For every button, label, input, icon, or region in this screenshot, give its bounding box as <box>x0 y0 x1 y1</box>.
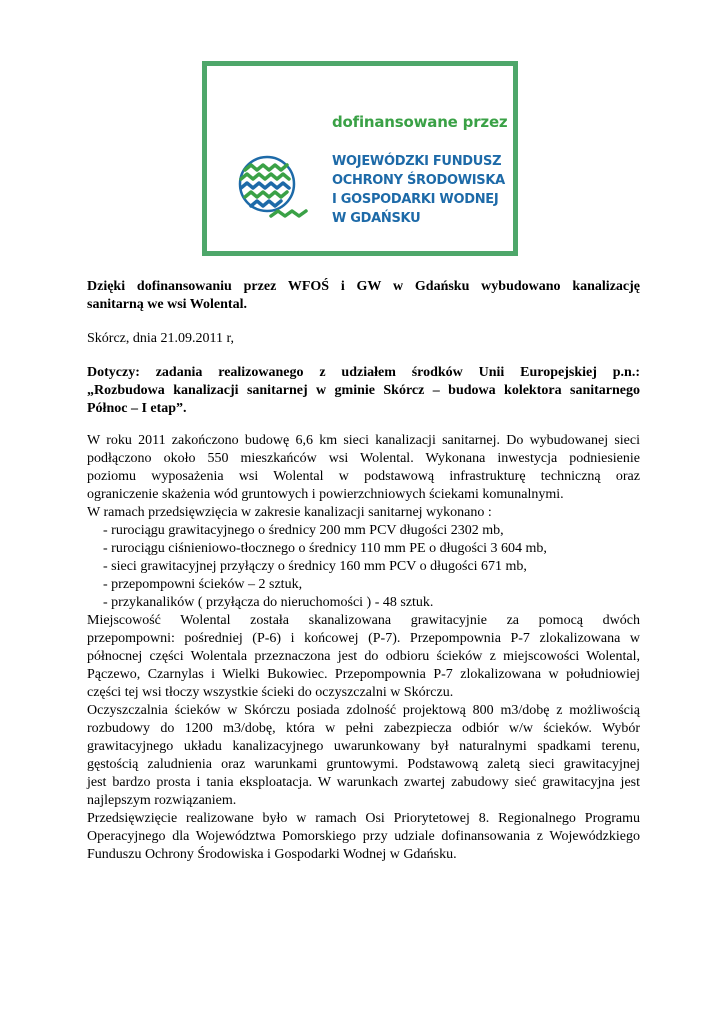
paragraph-line: jest bardzo prosta i tania eksploatacja. W warunkach zwartej zabudowy sieć grawitacyjna jest <box>87 775 640 790</box>
logo-name-line: WOJEWÓDZKI FUNDUSZ <box>332 154 502 169</box>
paragraph-line: grawitacyjnego układu kanalizacyjnego uwarunkowany był naturalnymi spadkami terenu, <box>87 739 640 754</box>
logo-name-line: W GDAŃSKU <box>332 211 421 226</box>
subject-line: Północ – I etap”. <box>87 401 187 416</box>
paragraph-line: poziomu wyposażenia wsi Wolental w podstawową infrastrukturę techniczną oraz <box>87 469 640 484</box>
paragraph-line: Operacyjnego dla Województwa Pomorskiego przy udziale dofinansowania z Wojewódzkiego <box>87 829 640 844</box>
paragraph-line: Miejscowość Wolental została skanalizowana grawitacyjnie za pomocą dwóch <box>87 613 640 628</box>
paragraph-construction <box>87 432 640 864</box>
date-line: Skórcz, dnia 21.09.2011 r, <box>87 331 235 346</box>
paragraph-line: Przedsięwzięcie realizowane było w ramach Osi Priorytetowej 8. Regionalnego Programu <box>87 811 640 826</box>
paragraph-line: Pączewo, Czarnylas i Wielki Bukowiec. Przepompownia P-7 zlokalizowana w południowiej <box>87 667 640 682</box>
paragraph-line: przepompowni: pośredniej (P-6) i końcowej (P-7). Przepompownia P-7 zlokalizowana w <box>87 631 640 646</box>
paragraph-line: W roku 2011 zakończono budowę 6,6 km sieci kanalizacji sanitarnej. Do wybudowanej sieci <box>87 433 640 448</box>
paragraph-line: ograniczenie skażenia wód gruntowych i powierzchniowych ściekami komunalnymi. <box>87 487 564 502</box>
scope-item: - rurociągu grawitacyjnego o średnicy 200 mm PCV długości 2302 mb, <box>103 523 504 538</box>
paragraph-line: Funduszu Ochrony Środowiska i Gospodarki Wodnej w Gdańsku. <box>87 847 457 862</box>
scope-item: - rurociągu ciśnieniowo-tłocznego o średnicy 110 mm PE o długości 3 604 mb, <box>103 541 547 556</box>
paragraph-line: Oczyszczalnia ścieków w Skórczu posiada zdolność projektową 800 m3/dobę z możliwością <box>87 703 640 718</box>
paragraph-line: północnej części Wolentala przeznaczona jest do odbioru ścieków z miejscowości Wolental, <box>87 649 640 664</box>
subject-line: Dotyczy: zadania realizowanego z udziałem środków Unii Europejskiej p.n.: <box>87 365 640 380</box>
paragraph-line: części tej wsi tłoczy wszystkie ścieki do oczyszczalni w Skórczu. <box>87 685 454 700</box>
scope-item: - przykanalików ( przyłącza do nieruchomości ) - 48 sztuk. <box>103 595 434 610</box>
paragraph-line: gęstością zaludnienia oraz warunkami gruntowymi. Podstawową zaletą sieci grawitacyjnej <box>87 757 640 772</box>
logo-name-line: OCHRONY ŚRODOWISKA <box>332 173 505 188</box>
logo-fund-name <box>332 152 505 228</box>
logo-name-line: I GOSPODARKI WODNEJ <box>332 192 499 207</box>
paragraph-line: rozbudowy do 1200 m3/dobę, która w pełni zabezpiecza odbiór w/w ścieków. Wybór <box>87 721 640 736</box>
funding-logo <box>202 61 518 256</box>
subject <box>87 364 640 418</box>
paragraph-line: podłączono około 550 mieszkańców wsi Wolental. Wykonana inwestycja podniesienie <box>87 451 640 466</box>
scope-item: - sieci grawitacyjnej przyłączy o średnicy 160 mm PCV o długości 671 mb, <box>103 559 527 574</box>
scope-item: - przepompowni ścieków – 2 sztuk, <box>103 577 303 592</box>
scope-intro: W ramach przedsięwzięcia w zakresie kanalizacji sanitarnej wykonano : <box>87 505 492 520</box>
heading-line: sanitarną we wsi Wolental. <box>87 297 247 312</box>
heading-line: Dzięki dofinansowaniu przez WFOŚ i GW w Gdańsku wybudowano kanalizację <box>87 279 640 294</box>
wfos-globe-waves-icon <box>227 154 317 224</box>
document-heading <box>87 278 640 314</box>
subject-line: „Rozbudowa kanalizacji sanitarnej w gminie Skórcz – budowa kolektora sanitarnego <box>87 383 640 398</box>
paragraph-line: najlepszym rozwiązaniem. <box>87 793 237 808</box>
logo-header: dofinansowane przez <box>332 113 508 131</box>
